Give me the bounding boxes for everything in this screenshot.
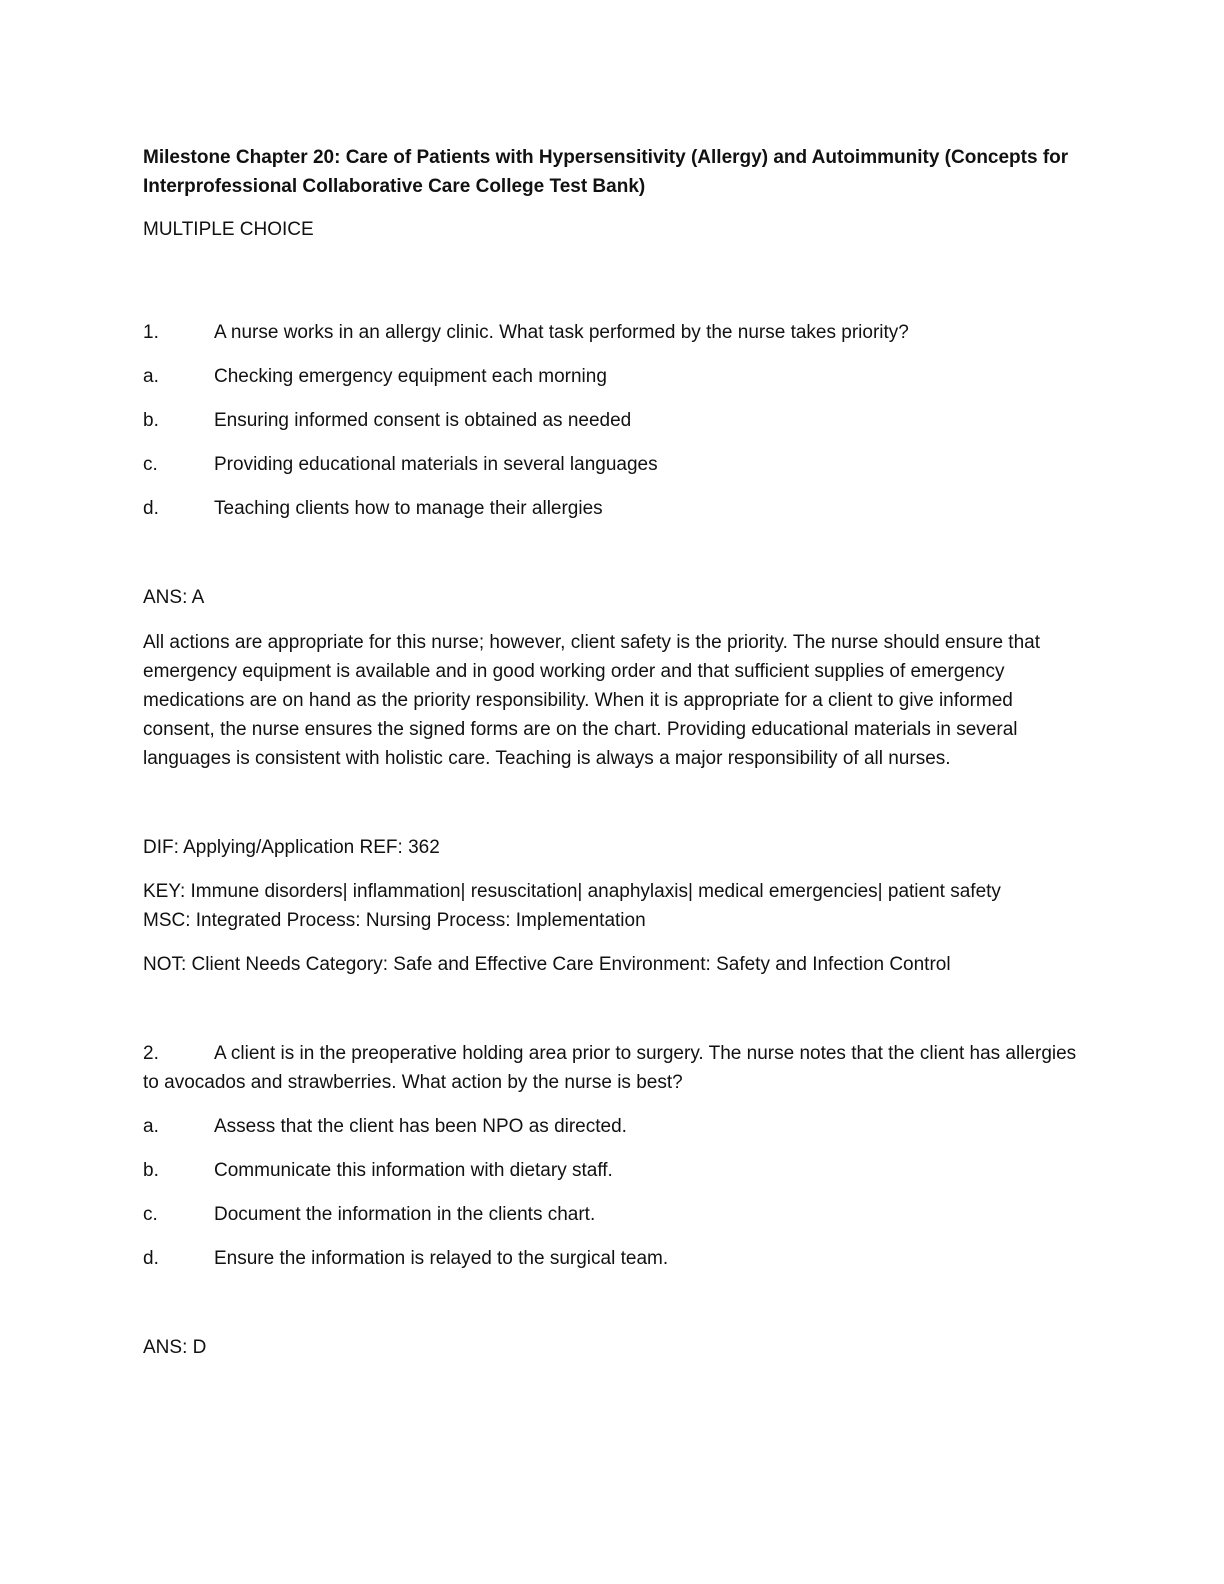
answer-option xyxy=(143,1156,1083,1185)
option-text: Providing educational materials in several languages xyxy=(214,454,658,475)
question-number: 2. xyxy=(143,1043,159,1064)
question-2 xyxy=(143,1039,1083,1362)
option-letter: b. xyxy=(143,410,159,431)
option-text: Document the information in the clients chart. xyxy=(214,1204,596,1225)
msc-line: MSC: Integrated Process: Nursing Process: Implementation xyxy=(143,910,646,931)
question-text: A client is in the preoperative holding area prior to surgery. The nurse notes that the client has allergies to avocados and strawberries. What action by the nurse is best? xyxy=(143,1043,1077,1093)
document-page xyxy=(143,143,1083,1378)
answer-option xyxy=(143,362,1083,391)
option-text: Teaching clients how to manage their allergies xyxy=(214,498,603,519)
question-1 xyxy=(143,318,1083,979)
answer-option xyxy=(143,1244,1083,1273)
answer-option xyxy=(143,1200,1083,1229)
answer-option xyxy=(143,406,1083,435)
option-letter: c. xyxy=(143,454,158,475)
option-letter: b. xyxy=(143,1160,159,1181)
option-letter: d. xyxy=(143,1248,159,1269)
keywords-block xyxy=(143,877,1083,935)
option-text: Communicate this information with dietary staff. xyxy=(214,1160,613,1181)
rationale-text: All actions are appropriate for this nurse; however, client safety is the priority. The nurse should ensure that emergency equipment is available and in good working order and that sufficient supplies of emergency medications are on hand as the priority responsibility. When it is appropriate for a client to give informed consent, the nurse ensures the signed forms are on the chart. Providing educational materials in several languages is consistent with holistic care. Teaching is always a major responsibility of all nurses. xyxy=(143,632,1040,769)
option-letter: d. xyxy=(143,498,159,519)
section-heading: MULTIPLE CHOICE xyxy=(143,219,314,240)
answer-option xyxy=(143,450,1083,479)
answer-key: ANS: D xyxy=(143,1337,207,1358)
option-text: Assess that the client has been NPO as directed. xyxy=(214,1116,627,1137)
answer-option xyxy=(143,494,1083,523)
answer-option xyxy=(143,1112,1083,1141)
keywords: KEY: Immune disorders| inflammation| resuscitation| anaphylaxis| medical emergencies| patient safety xyxy=(143,881,1001,902)
document-title: Milestone Chapter 20: Care of Patients with Hypersensitivity (Allergy) and Autoimmunity (Concepts for Interprofessional Collaborative Care College Test Bank) xyxy=(143,147,1069,197)
client-needs: NOT: Client Needs Category: Safe and Effective Care Environment: Safety and Infection Control xyxy=(143,954,951,975)
answer-key: ANS: A xyxy=(143,587,205,608)
question-number: 1. xyxy=(143,322,159,343)
question-text: A nurse works in an allergy clinic. What task performed by the nurse takes priority? xyxy=(214,322,909,343)
option-letter: c. xyxy=(143,1204,158,1225)
option-text: Checking emergency equipment each morning xyxy=(214,366,607,387)
option-text: Ensure the information is relayed to the surgical team. xyxy=(214,1248,669,1269)
question-stem xyxy=(143,1039,1083,1097)
question-stem xyxy=(143,318,1083,347)
option-letter: a. xyxy=(143,1116,159,1137)
option-letter: a. xyxy=(143,366,159,387)
option-text: Ensuring informed consent is obtained as needed xyxy=(214,410,632,431)
difficulty-reference: DIF: Applying/Application REF: 362 xyxy=(143,837,440,858)
